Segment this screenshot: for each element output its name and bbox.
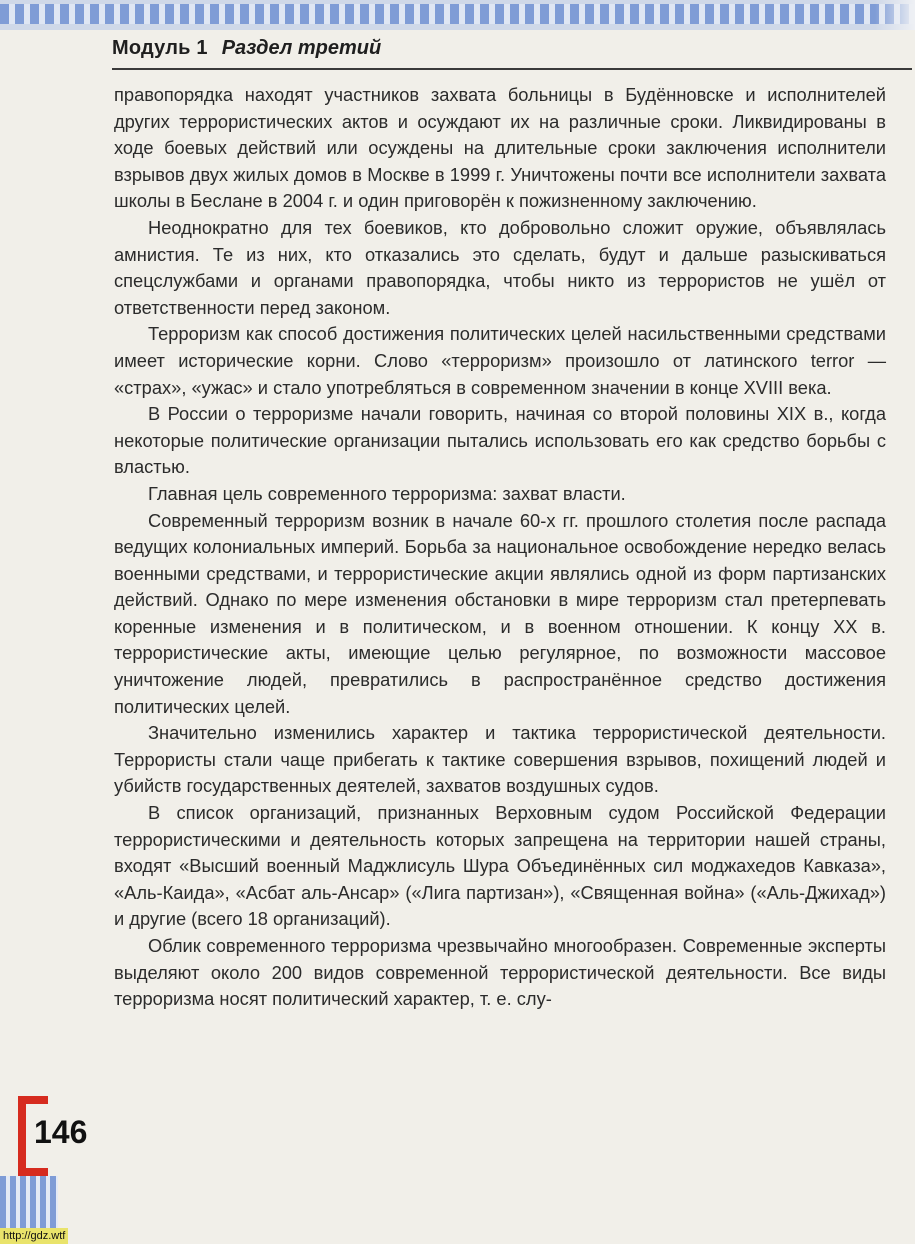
section-label: Раздел третий: [221, 37, 382, 59]
main-text: [114, 82, 886, 1013]
paragraph-9: Облик современного терроризма чрезвычайно многообразен. Современные эксперты выделяют около 200 видов современной террористической деятельности. Все виды терроризма носят политический характер, т. е. слу-: [114, 935, 886, 1010]
running-header: [112, 37, 902, 71]
paragraph-4: В России о терроризме начали говорить, начиная со второй половины XIX в., когда некоторые политические организации пытались использовать его как средство борьбы с властью.: [114, 403, 886, 478]
band-fade: [875, 0, 915, 30]
page-bracket: [18, 1096, 26, 1176]
module-label: Модуль 1: [112, 37, 208, 59]
paragraph-2: Неоднократно для тех боевиков, кто добровольно сложит оружие, объявлялась амнистия. Те из них, кто отказались это сделать, будут и дальше разыскиваться спецслужбами и органами правопорядка, чтобы никто из террористов не ушёл от ответственности перед законом.: [114, 216, 886, 318]
page-number-block: [18, 1096, 98, 1188]
page-bracket-top: [18, 1096, 48, 1104]
top-decorative-band: [0, 0, 915, 30]
paragraph-1: правопорядка находят участников захвата больницы в Будённовске и исполнителей других террористических актов и осуждают их на различные сроки. Ликвидированы в ходе боевых действий или осуждены на длительные сроки заключения исполнители взрывов двух жилых домов в Москве в 1999 г. Уничтожены почти все исполнители захвата школы в Беслане в 2004 г. и один приговорён к пожизненному заключению.: [114, 84, 886, 212]
page-number: 146: [34, 1114, 88, 1150]
stripe-pattern: [0, 4, 915, 24]
paragraph-3: Терроризм как способ достижения политических целей насильственными средствами имеет исторические корни. Слово «терроризм» произошло от латинского terror — «страх», «ужас» и стало употребляться в современном значении в конце XVIII века.: [114, 323, 886, 398]
paragraph-6: Современный терроризм возник в начале 60-х гг. прошлого столетия после распада ведущих колониальных империй. Борьба за национальное освобождение нередко велась военными средствами, и террористические акции являлись одной из форм партизанских действий. Однако по мере изменения обстановки в мире терроризм стал претерпевать коренные изменения и в политическом, и в военном отношении. К концу XX в. террористические акты, имеющие целью регулярное, по возможности массовое уничтожение людей, превратились в распространённое средство достижения политических целей.: [114, 509, 886, 717]
paragraph-7: Значительно изменились характер и тактика террористической деятельности. Террористы стали чаще прибегать к тактике совершения взрывов, похищений людей и убийств государственных деятелей, захватов воздушных судов.: [114, 722, 886, 797]
header-rule: [112, 68, 912, 70]
paragraph-5: Главная цель современного терроризма: захват власти.: [148, 482, 626, 504]
watermark-link[interactable]: http://gdz.wtf: [0, 1228, 68, 1244]
page-bracket-bottom: [18, 1168, 48, 1176]
paragraph-8: В список организаций, признанных Верховным судом Российской Федерации террористическими и деятельность которых запрещена на территории нашей страны, входят «Высший военный Маджлисуль Шура Объединённых сил моджахедов Кавказа», «Аль-Каида», «Асбат аль-Ансар» («Лига партизан»), «Священная война» («Аль-Джихад») и другие (всего 18 организаций).: [114, 802, 886, 930]
